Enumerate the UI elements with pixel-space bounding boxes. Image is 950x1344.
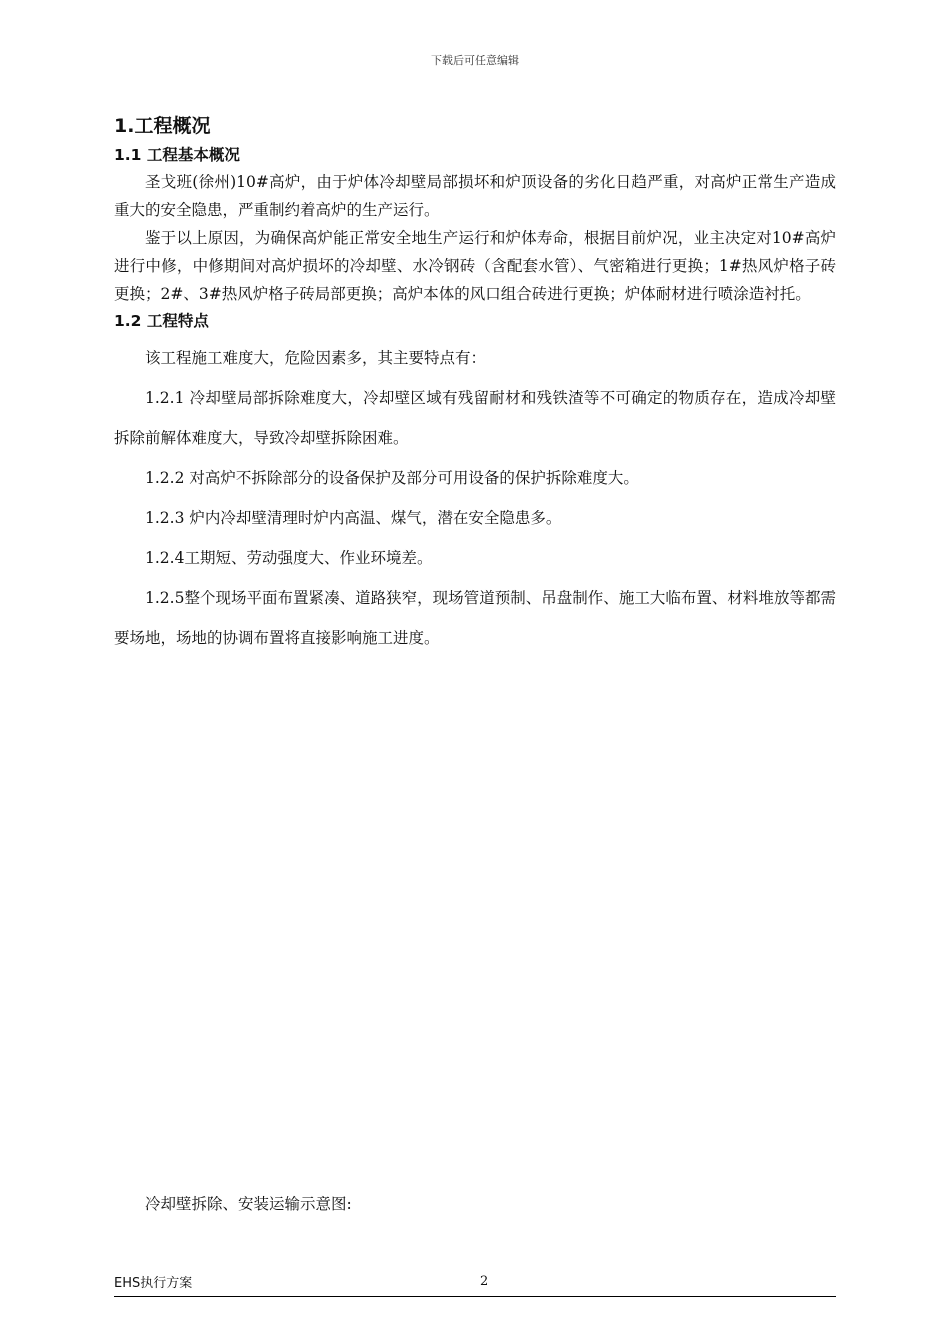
section-title: 1.工程概况 [114,115,211,137]
document-body [114,112,836,658]
figure-caption: 冷却壁拆除、安装运输示意图: [145,1195,352,1213]
list-item: 1.2.4工期短、劳动强度大、作业环境差。 [145,549,433,567]
footer-divider [114,1296,836,1297]
list-item: 1.2.2 对高炉不拆除部分的设备保护及部分可用设备的保护拆除难度大。 [145,469,639,487]
footer-doc-title: EHS执行方案 [114,1276,193,1291]
list-item: 1.2.5整个现场平面布置紧凑、道路狭窄，现场管道预制、吊盘制作、施工大临布置、材料堆放等都需要场地，场地的协调布置将直接影响施工进度。 [114,589,836,647]
header-note: 下载后可任意编辑 [431,54,519,67]
page-number: 2 [480,1274,489,1289]
paragraph-intro: 该工程施工难度大，危险因素多，其主要特点有： [145,349,487,367]
paragraph: 鉴于以上原因，为确保高炉能正常安全地生产运行和炉体寿命，根据目前炉况，业主决定对10#高炉进行中修，中修期间对高炉损坏的冷却壁、水冷钢砖（含配套水管）、气密箱进行更换；1#热风炉格子砖更换；2#、3#热风炉格子砖局部更换；高炉本体的风口组合砖进行更换；炉体耐材进行喷涂造衬托。 [114,229,836,303]
list-item: 1.2.3 炉内冷却壁清理时炉内高温、煤气，潜在安全隐患多。 [145,509,562,527]
paragraph: 圣戈班(徐州)10#高炉，由于炉体冷却壁局部损坏和炉顶设备的劣化日趋严重，对高炉正常生产造成重大的安全隐患，严重制约着高炉的生产运行。 [114,173,836,219]
subsection-title-1-2: 1.2 工程特点 [114,312,209,330]
subsection-title-1-1: 1.1 工程基本概况 [114,146,240,164]
list-item: 1.2.1 冷却壁局部拆除难度大，冷却壁区域有残留耐材和残铁渣等不可确定的物质存在，造成冷却壁拆除前解体难度大，导致冷却壁拆除困难。 [114,389,836,447]
